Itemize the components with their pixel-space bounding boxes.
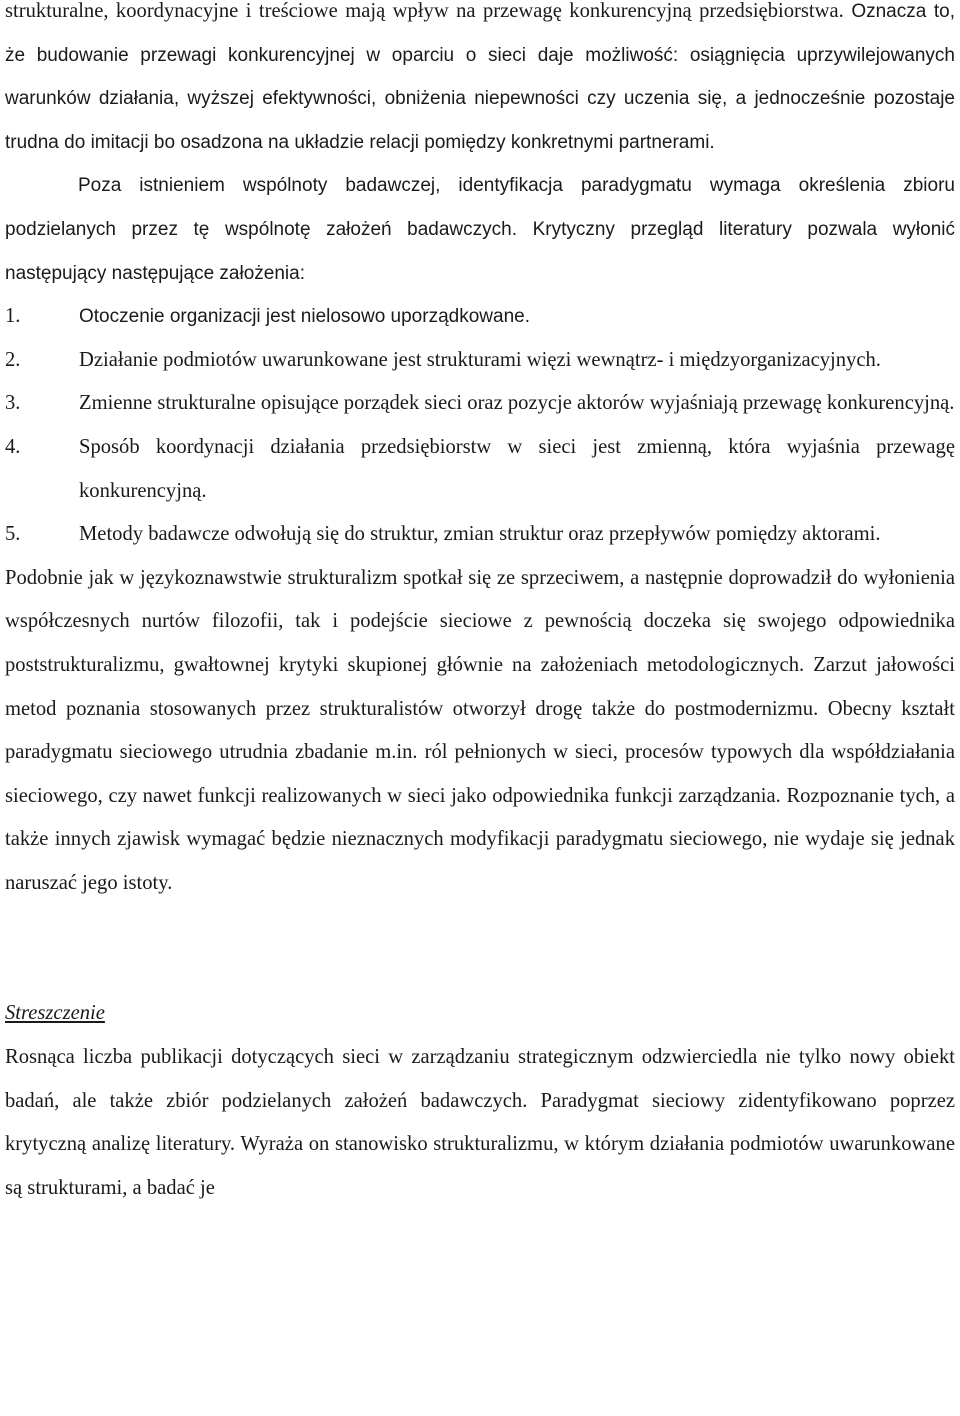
paragraph-text-serif: przedsiębiorstwa. [699,0,844,22]
document-page [5,0,955,1210]
list-item-number: 1. [5,305,21,328]
assumptions-list [5,295,955,557]
paragraph-text-sans: Oznacza to, że budowanie przewagi konkurencyjnej w oparciu o sieci daje możliwość: osiągnięcia uprzywilejowanych warunków działania, wyższej efektywności, obniżenia niepewności czy uczenia się, a jednocześnie pozostaje trudna do imitacji bo osadzona na układzie relacji pomiędzy konkretnymi partnerami. [5,1,955,153]
list-item-number: 5. [5,523,21,546]
list-item-text: Otoczenie organizacji jest nielosowo uporządkowane. [79,306,530,328]
list-item-text: Działanie podmiotów uwarunkowane jest strukturami więzi wewnątrz- i międzyorganizacyjnych. [79,348,881,371]
list-item [5,382,955,426]
paragraph-research-assumptions: Poza istnieniem wspólnoty badawczej, identyfikacja paradygmatu wymaga określenia zbioru podzielanych przez tę wspólnotę założeń badawczych. Krytyczny przegląd literatury pozwala wyłonić następujący następujące założenia: [5,175,955,284]
list-item-number: 2. [5,348,21,371]
list-item [5,295,955,339]
list-item-number: 3. [5,392,21,415]
paragraph-poststructuralism: Podobnie jak w językoznawstwie strukturalizm spotkał się ze sprzeciwem, a następnie doprowadził do wyłonienia współczesnych nurtów filozofii, tak i podejście sieciowe z pewnością doczeka się swojego odpowiednika poststrukturalizmu, gwałtownej krytyki skupionej głównie na założeniach metodologicznych. Zarzut jałowości metod poznania stosowanych przez strukturalistów otworzył drogę także do postmodernizmu. Obecny kształt paradygmatu sieciowego utrudnia zbadanie m.in. ról pełnionych w sieci, procesów typowych dla współdziałania sieciowego, czy nawet funkcji realizowanych w sieci jako odpowiednika funkcji zarządzania. Rozpoznanie tych, a także innych zjawisk wymagać będzie nieznacznych modyfikacji paradygmatu sieciowego, nie wydaje się jednak naruszać jego istoty. [5,566,955,894]
list-item-number: 4. [5,435,21,458]
list-item [5,339,955,383]
list-item [5,426,955,513]
summary-paragraph: Rosnąca liczba publikacji dotyczących sieci w zarządzaniu strategicznym odzwierciedla nie tylko nowy obiekt badań, ale także zbiór podzielanych założeń badawczych. Paradygmat sieciowy zidentyfikowano poprzez krytyczną analizę literatury. Wyraża on stanowisko strukturalizmu, w którym działania podmiotów uwarunkowane są strukturami, a badać je [5,1046,955,1199]
list-item-text: Metody badawcze odwołują się do struktur, zmian struktur oraz przepływów pomiędzy aktorami. [79,523,881,546]
summary-heading: Streszczenie [5,1002,105,1025]
section-gap [5,905,955,992]
list-item-text: Zmienne strukturalne opisujące porządek sieci oraz pozycje aktorów wyjaśniają przewagę konkurencyjną. [79,392,955,415]
paragraph-text-serif: strukturalne, koordynacyjne i treściowe mają wpływ na przewagę konkurencyjną [5,0,692,22]
paragraph-network-advantage [5,0,955,164]
list-item-text: Sposób koordynacji działania przedsiębiorstw w sieci jest zmienną, która wyjaśnia przewagę konkurencyjną. [79,435,955,502]
list-item [5,513,955,557]
